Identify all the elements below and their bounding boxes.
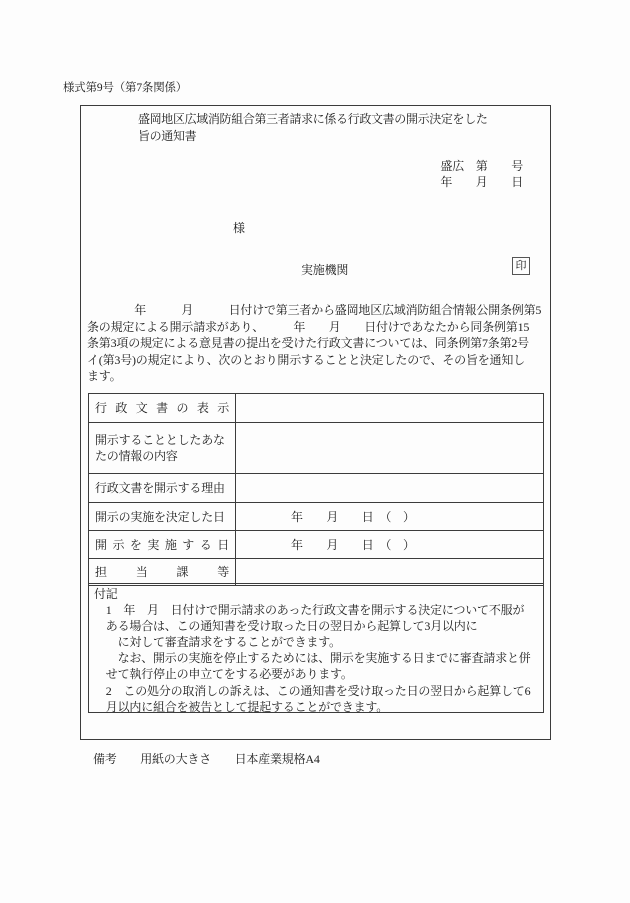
row-value-decision-date: 年 月 日 （ ） bbox=[291, 509, 415, 524]
row-label-disclosure-reason: 行政文書を開示する理由 bbox=[89, 474, 236, 502]
remarks-line: 備考 用紙の大きさ 日本産業規格A4 bbox=[93, 752, 320, 766]
appendix-line: 1 年 月 日付けで開示請求のあった行政文書を開示する決定について不服が bbox=[94, 603, 525, 618]
table-row bbox=[89, 474, 543, 503]
appendix-notes-box bbox=[88, 583, 544, 713]
issuing-authority-label: 実施機関 bbox=[301, 263, 349, 277]
disclosure-table bbox=[88, 393, 544, 586]
row-value-document-indication bbox=[236, 394, 543, 422]
row-value-responsible-section bbox=[236, 559, 543, 585]
body-line: 条の規定による開示請求があり、 年 月 日付けであなたから同条例第15 bbox=[87, 319, 530, 334]
form-number-caption: 様式第9号（第7条関係） bbox=[63, 82, 188, 94]
document-title bbox=[138, 111, 488, 144]
row-value-your-information bbox=[236, 423, 543, 473]
seal-mark: 印 bbox=[512, 257, 530, 275]
row-label-responsible-section: 担当課等 bbox=[89, 559, 236, 585]
appendix-line: 2 この処分の取消しの訴えは、この通知書を受け取った日の翌日から起算して6 bbox=[94, 683, 531, 698]
body-line: 年 月 日付けで第三者から盛岡地区広域消防組合情報公開条例第5 bbox=[87, 303, 542, 317]
table-row bbox=[89, 423, 543, 474]
table-row bbox=[89, 559, 543, 585]
body-line: ます。 bbox=[87, 369, 122, 384]
notice-border-box bbox=[80, 105, 551, 740]
appendix-heading: 付記 bbox=[94, 587, 118, 601]
body-line: 条第3項の規定による意見書の提出を受けた行政文書については、同条例第7条第2号 bbox=[87, 336, 529, 351]
appendix-line: なお、開示の実施を停止するためには、開示を実施する日までに審査請求と併 bbox=[94, 651, 531, 666]
row-label-document-indication: 行政文書の表示 bbox=[89, 394, 236, 422]
table-row bbox=[89, 531, 543, 559]
body-line: イ(第3号)の規定により、次のとおり開示することと決定したので、その旨を通知し bbox=[87, 352, 525, 367]
addressee-honorific: 様 bbox=[233, 221, 245, 235]
table-row bbox=[89, 394, 543, 423]
document-number-line: 盛広 第 号 bbox=[440, 159, 523, 173]
body-paragraph bbox=[87, 302, 541, 385]
row-value-disclosure-reason bbox=[236, 474, 543, 502]
document-title-line1: 盛岡地区広域消防組合第三者請求に係る行政文書の開示決定をした bbox=[138, 112, 488, 126]
appendix-line: 月以内に組合を被告として提起することができます。 bbox=[94, 699, 389, 714]
appendix-line: ある場合は、この通知書を受け取った日の翌日から起算して3月以内に bbox=[94, 619, 478, 634]
document-title-line2: 旨の通知書 bbox=[138, 128, 197, 143]
appendix-line: せて執行停止の申立てをする必要があります。 bbox=[94, 667, 353, 682]
table-row bbox=[89, 503, 543, 531]
row-label-your-information: 開示することとしたあなたの情報の内容 bbox=[89, 423, 236, 473]
document-date-line: 年 月 日 bbox=[440, 175, 523, 189]
appendix-line: に対して審査請求をすることができます。 bbox=[94, 635, 341, 650]
row-label-implementation-date: 開示を実施する日 bbox=[89, 531, 236, 558]
document-number-block bbox=[440, 158, 523, 190]
row-value-implementation-date: 年 月 日 （ ） bbox=[291, 537, 415, 552]
row-label-decision-date: 開示の実施を決定した日 bbox=[89, 503, 236, 530]
